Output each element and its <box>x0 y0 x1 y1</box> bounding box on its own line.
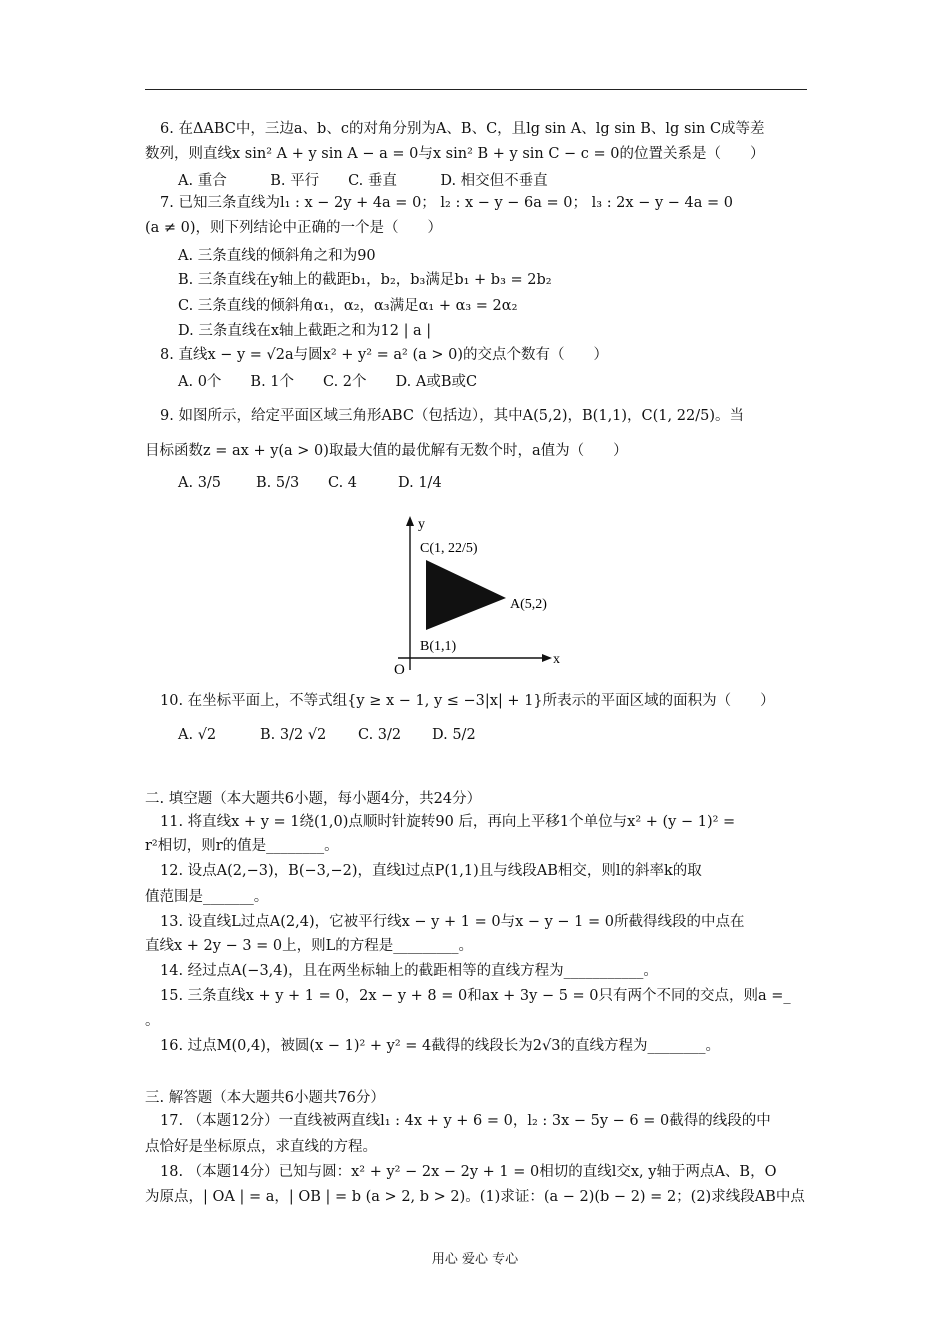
q6-options: A. 重合 B. 平行 C. 垂直 D. 相交但不垂直 <box>178 173 548 189</box>
q12-line-1: 12. 设点A(2,−3)，B(−3,−2)，直线l过点P(1,1)且与线段AB相交，则l的斜率k的取 <box>160 863 702 879</box>
point-b-label: B(1,1) <box>420 639 457 654</box>
q9-option-c: C. 4 <box>328 475 358 491</box>
q9-line-2: 目标函数z = ax + y(a > 0)取最大值的最优解有无数个时，a值为（ ） <box>145 443 628 459</box>
q9-option-d: D. 1/4 <box>398 475 442 491</box>
q18-line-1: 18. （本题14分）已知与圆：x² + y² − 2x − 2y + 1 = 0相切的直线l交x, y轴于两点A、B，O <box>160 1164 777 1180</box>
q10-option-a: A. √2 <box>178 727 217 743</box>
q10-option-b: B. 3/2 √2 <box>260 727 327 743</box>
y-axis-label: y <box>418 517 425 532</box>
y-axis-arrow <box>406 516 414 526</box>
q12-line-2: 值范围是_______。 <box>145 889 269 905</box>
q14-line: 14. 经过点A(−3,4)，且在两坐标轴上的截距相等的直线方程为___________。 <box>160 963 658 979</box>
q13-line-2: 直线x + 2y − 3 = 0上，则L的方程是_________。 <box>145 938 474 954</box>
q18-line-2: 为原点，| OA | = a，| OB | = b (a > 2, b > 2)。(1)求证：(a − 2)(b − 2) = 2；(2)求线段AB中点 <box>145 1189 805 1205</box>
q7-option-b: B. 三条直线在y轴上的截距b₁，b₂，b₃满足b₁ + b₃ = 2b₂ <box>178 272 552 288</box>
q13-line-1: 13. 设直线L过点A(2,4)，它被平行线x − y + 1 = 0与x − y − 1 = 0所截得线段的中点在 <box>160 914 745 930</box>
page-footer: 用心 爱心 专心 <box>431 1252 519 1267</box>
q11-line-2: r²相切，则r的值是________。 <box>145 838 339 854</box>
q8-line: 8. 直线x − y = √2a与圆x² + y² = a² (a > 0)的交点个数有（ ） <box>160 347 609 363</box>
q6-line-2: 数列，则直线x sin² A + y sin A − a = 0与x sin² B + y sin C − c = 0的位置关系是（ ） <box>145 146 765 162</box>
x-axis-arrow <box>542 654 552 662</box>
section-3-heading: 三. 解答题（本大题共6小题共76分） <box>145 1090 385 1106</box>
x-axis-label: x <box>553 652 560 667</box>
q16-line: 16. 过点M(0,4)，被圆(x − 1)² + y² = 4截得的线段长为2√3的直线方程为________。 <box>160 1038 720 1054</box>
q8-options: A. 0个 B. 1个 C. 2个 D. A或B或C <box>178 374 478 390</box>
q9-option-a: A. 3/5 <box>178 475 222 491</box>
point-c-label: C(1, 22/5) <box>420 541 478 556</box>
triangle-abc <box>426 560 506 630</box>
q7-line-2: (a ≠ 0)，则下列结论中正确的一个是（ ） <box>145 220 443 236</box>
q17-line-2: 点恰好是坐标原点，求直线的方程。 <box>145 1139 377 1155</box>
q11-line-1: 11. 将直线x + y = 1绕(1,0)点顺时针旋转90 后，再向上平移1个单位与x² + (y − 1)² = <box>160 814 736 830</box>
q7-line-1: 7. 已知三条直线为l₁ : x − 2y + 4a = 0； l₂ : x − y − 6a = 0； l₃ : 2x − y − 4a = 0 <box>160 195 733 211</box>
point-a-label: A(5,2) <box>510 597 547 612</box>
q15-line-1: 15. 三条直线x + y + 1 = 0，2x − y + 8 = 0和ax + 3y − 5 = 0只有两个不同的交点，则a =_ <box>160 988 791 1004</box>
region-figure <box>388 510 578 682</box>
section-2-heading: 二. 填空题（本大题共6小题，每小题4分，共24分） <box>145 791 482 807</box>
q17-line-1: 17. （本题12分）一直线被两直线l₁ : 4x + y + 6 = 0，l₂ : 3x − 5y − 6 = 0截得的线段的中 <box>160 1113 771 1129</box>
header-rule <box>145 89 807 90</box>
q7-option-c: C. 三条直线的倾斜角α₁，α₂，α₃满足α₁ + α₃ = 2α₂ <box>178 298 518 314</box>
q15-line-2: 。 <box>145 1013 160 1029</box>
q9-option-b: B. 5/3 <box>256 475 300 491</box>
origin-label: O <box>394 662 405 678</box>
q6-line-1: 6. 在ΔABC中，三边a、b、c的对角分别为A、B、C，且lg sin A、lg sin B、lg sin C成等差 <box>160 121 765 137</box>
q9-line-1: 9. 如图所示，给定平面区域三角形ABC（包括边），其中A(5,2)，B(1,1)，C(1, 22/5)。当 <box>160 408 744 424</box>
q10-line: 10. 在坐标平面上，不等式组{y ≥ x − 1, y ≤ −3|x| + 1}所表示的平面区域的面积为（ ） <box>160 693 775 709</box>
q10-option-c: C. 3/2 <box>358 727 402 743</box>
q7-option-a: A. 三条直线的倾斜角之和为90 <box>178 248 376 264</box>
q7-option-d: D. 三条直线在x轴上截距之和为12 | a | <box>178 323 432 339</box>
q10-option-d: D. 5/2 <box>432 727 476 743</box>
